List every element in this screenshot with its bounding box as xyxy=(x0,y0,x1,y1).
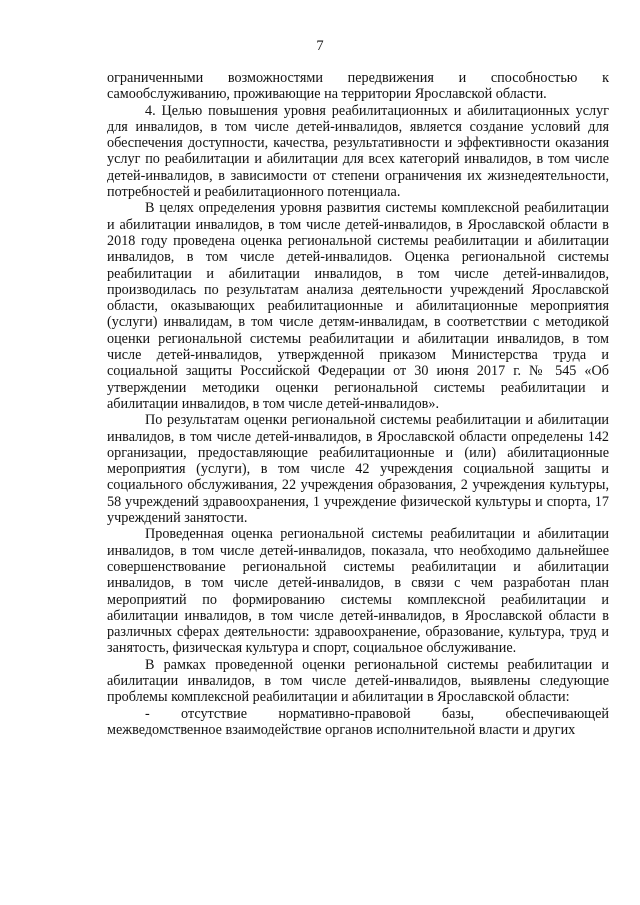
list-item-problem: - отсутствие нормативно-правовой базы, обеспечивающей межведомственное взаимодействие органов исполнительной власти и других xyxy=(107,705,609,738)
page-number: 7 xyxy=(316,38,324,54)
document-body xyxy=(107,70,609,738)
paragraph-continuation: ограниченными возможностями передвижения и способностью к самообслуживанию, проживающие на территории Ярославской области. xyxy=(107,70,609,103)
paragraph-assessment-conclusion: Проведенная оценка региональной системы реабилитации и абилитации инвалидов, в том числе детей-инвалидов, показала, что необходимо дальнейшее совершенствование региональной системы реабилитации и абилитации инвалидов, в том числе детей-инвалидов, в связи с чем разработан план мероприятий по формированию системы комплексной реабилитации и абилитации инвалидов, в том числе детей-инвалидов, в Ярославской области в различных сферах деятельности: здравоохранение, образование, культура, труд и занятость, физическая культура и спорт, социальное обслуживание. xyxy=(107,526,609,657)
paragraph-rehabilitation-goal: 4. Целью повышения уровня реабилитационных и абилитационных услуг для инвалидов, в том числе детей-инвалидов, является создание условий для обеспечения доступности, качества, результативности и эффективности оказания услуг по реабилитации и абилитации для всех категорий инвалидов, в том числе детей-инвалидов, в зависимости от степени ограничения их жизнедеятельности, потребностей и реабилитационного потенциала. xyxy=(107,102,609,201)
paragraph-assessment-results: По результатам оценки региональной системы реабилитации и абилитации инвалидов, в том числе детей-инвалидов, в Ярославской области определены 142 организации, предоставляющие реабилитационные и (или) абилитационные мероприятия (услуги), в том числе 42 учреждения социальной защиты и социального обслуживания, 22 учреждения образования, 2 учреждения культуры, 58 учреждений здравоохранения, 1 учреждение физической культуры и спорта, 17 учреждений занятости. xyxy=(107,412,609,527)
paragraph-identified-problems: В рамках проведенной оценки региональной системы реабилитации и абилитации инвалидов, в том числе детей-инвалидов, выявлены следующие проблемы комплексной реабилитации и абилитации в Ярославской области: xyxy=(107,656,609,706)
paragraph-assessment-purpose: В целях определения уровня развития системы комплексной реабилитации и абилитации инвалидов, в том числе детей-инвалидов, в Ярославской области в 2018 году проведена оценка региональной системы реабилитации и абилитации инвалидов, в том числе детей-инвалидов. Оценка региональной системы реабилитации и абилитации инвалидов, в том числе детей-инвалидов, производилась по результатам анализа деятельности учреждений Ярославской области, оказывающих реабилитационные и абилитационные мероприятия (услуги) инвалидам, в том числе детям-инвалидам, в соответствии с методикой оценки региональной системы реабилитации и абилитации инвалидов, в том числе детей-инвалидов, утвержденной приказом Министерства труда и социальной защиты Российской Федерации от 30 июня 2017 г. № 545 «Об утверждении методики оценки региональной системы реабилитации и абилитации инвалидов, в том числе детей-инвалидов». xyxy=(107,200,609,412)
